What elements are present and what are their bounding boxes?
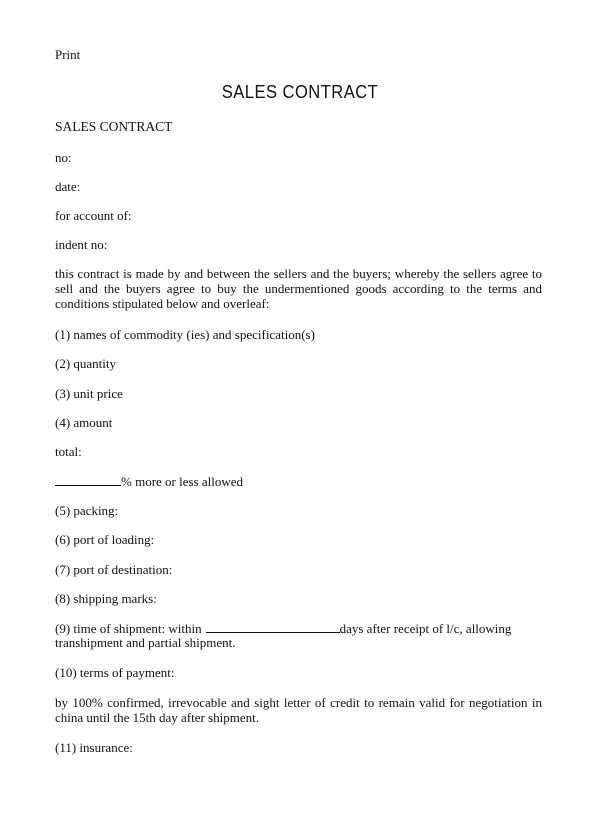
field-date: date: [55, 179, 81, 194]
field-for-account-of: for account of: [55, 208, 132, 223]
total-line: total: [55, 444, 82, 459]
tolerance-line [55, 473, 243, 490]
field-no: no: [55, 150, 72, 165]
item-insurance: (11) insurance: [55, 740, 133, 755]
item-unit-price: (3) unit price [55, 386, 123, 401]
item-commodity: (1) names of commodity (ies) and specification(s) [55, 327, 315, 342]
payment-paragraph: by 100% confirmed, irrevocable and sight letter of credit to remain valid for negotiation in china until the 15th day after shipment. [55, 695, 542, 725]
print-link[interactable]: Print [55, 47, 81, 62]
item-quantity: (2) quantity [55, 356, 117, 371]
item-terms-of-payment: (10) terms of payment: [55, 665, 175, 680]
item-port-of-destination: (7) port of destination: [55, 562, 173, 577]
item-packing: (5) packing: [55, 503, 119, 518]
item-amount: (4) amount [55, 415, 113, 430]
item-port-of-loading: (6) port of loading: [55, 532, 155, 547]
item-shipping-marks: (8) shipping marks: [55, 591, 157, 606]
document-title: SALES CONTRACT [221, 82, 379, 102]
field-indent-no: indent no: [55, 237, 108, 252]
tolerance-text: % more or less allowed [121, 474, 244, 489]
contract-subheading: SALES CONTRACT [55, 119, 173, 134]
contract-intro-paragraph: this contract is made by and between the sellers and the buyers; whereby the sellers agree to sell and the buyers agree to buy the undermentioned goods according to the terms and conditions stipulated below and overleaf: [55, 266, 542, 311]
shipment-prefix: (9) time of shipment: within [55, 621, 202, 636]
shipment-days-blank [206, 620, 340, 633]
shipment-suffix: days after receipt of l/c, allowing [339, 621, 512, 636]
tolerance-blank [55, 473, 121, 486]
shipment-line-2: transhipment and partial shipment. [55, 635, 236, 650]
